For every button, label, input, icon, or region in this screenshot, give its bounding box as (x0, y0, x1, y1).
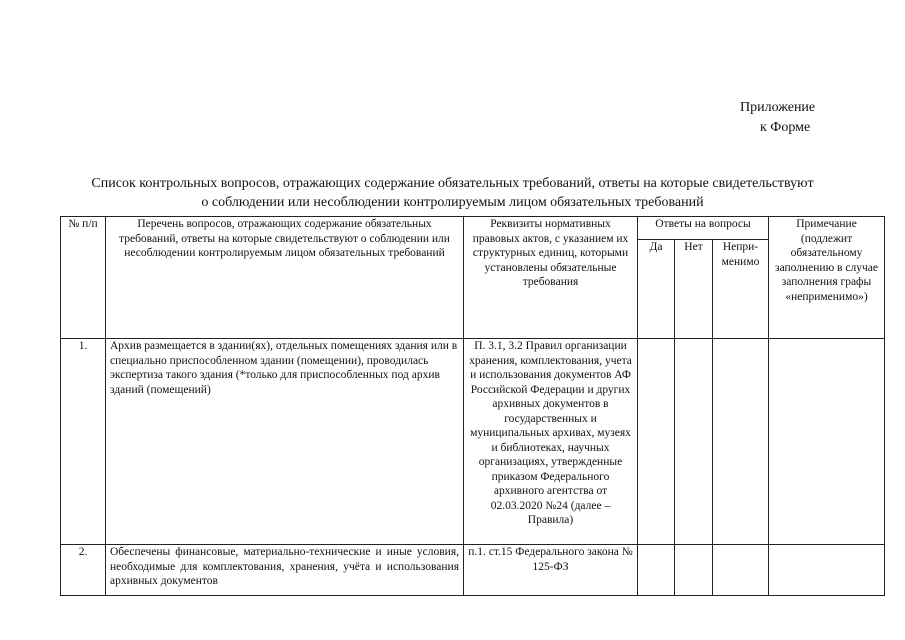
header-not-applicable: Непри-менимо (713, 240, 769, 339)
row-answer-not-applicable[interactable] (713, 339, 769, 545)
table-row (61, 545, 885, 596)
title-line-2: о соблюдении или несоблюдении контролируемым лицом обязательных требований (201, 195, 704, 210)
row-question: Архив размещается в здании(ях), отдельных помещениях здания или в специально приспособленном здании (помещении), проводилась экспертиза такого здания (*только для приспособленных под архив зданий (помещений) (106, 339, 464, 545)
row-note[interactable] (769, 339, 885, 545)
row-requisites: П. 3.1, 3.2 Правил организации хранения, комплектования, учета и использования документов АФ Российской Федерации и других архивных документов в государственных и муниципальных архивах, музеях и библиотеках, научных организациях, утвержденные приказом Федерального архивного агентства от 02.03.2020 №24 (далее – Правила) (464, 339, 638, 545)
table-row (61, 339, 885, 545)
document-title (40, 174, 865, 212)
appendix-line-1: Приложение (740, 100, 816, 115)
header-yes: Да (638, 240, 675, 339)
header-note: Примечание (подлежит обязательному заполнению в случае заполнения графы «неприменимо») (769, 217, 885, 339)
row-answer-yes[interactable] (638, 545, 675, 596)
header-answers-group: Ответы на вопросы (638, 217, 769, 240)
header-row-1 (61, 217, 885, 240)
row-answer-yes[interactable] (638, 339, 675, 545)
appendix-label (740, 98, 870, 138)
row-num: 1. (61, 339, 106, 545)
row-answer-no[interactable] (675, 339, 713, 545)
header-question: Перечень вопросов, отражающих содержание обязательных требований, ответы на которые свидетельствуют о соблюдении или несоблюдении контролируемым лицом обязательных требований (106, 217, 464, 339)
title-line-1: Список контрольных вопросов, отражающих содержание обязательных требований, ответы на которые свидетельствуют (91, 176, 814, 191)
row-question: Обеспечены финансовые, материально-технические и иные условия, необходимые для комплектования, хранения, учёта и использования архивных документов (106, 545, 464, 596)
row-requisites: п.1. ст.15 Федерального закона № 125-ФЗ (464, 545, 638, 596)
header-requisites: Реквизиты нормативных правовых актов, с указанием их структурных единиц, которыми установлены обязательные требования (464, 217, 638, 339)
row-answer-not-applicable[interactable] (713, 545, 769, 596)
appendix-line-2: к Форме (760, 120, 811, 135)
checklist-table (60, 216, 885, 596)
row-note[interactable] (769, 545, 885, 596)
row-answer-no[interactable] (675, 545, 713, 596)
header-num: № п/п (61, 217, 106, 339)
row-num: 2. (61, 545, 106, 596)
header-no: Нет (675, 240, 713, 339)
